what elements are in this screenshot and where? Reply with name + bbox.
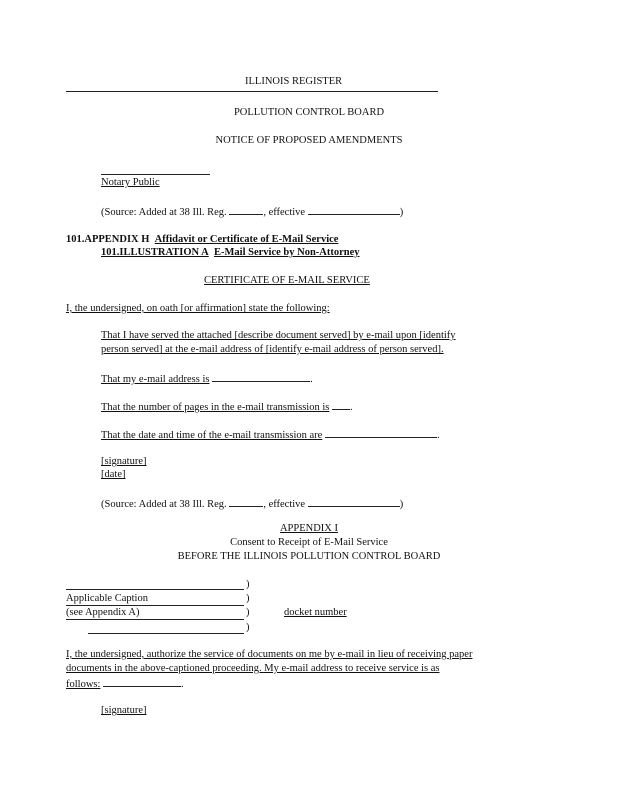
caption-line-2 [66,605,244,606]
caption-paren-1: ) [246,579,250,590]
source-note-2 [101,497,403,510]
see-appendix-label: (see Appendix A) [66,607,140,618]
service-paragraph-line-2: person served] at the e-mail address of [identify e-mail address of person served]. [101,344,444,355]
oath-statement: I, the undersigned, on oath [or affirmation] state the following: [66,303,330,314]
authorization-line-2: documents in the above-captioned proceeding. My e-mail address to receive service is as [66,663,440,674]
consent-signature-placeholder: [signature] [101,705,147,716]
caption-paren-4: ) [246,622,250,633]
docket-number-label: docket number [284,607,347,618]
source-note-1-prefix: (Source: Added at 38 Ill. Reg. [101,207,227,218]
source-note-1-end: ) [399,207,404,218]
illustration-a-heading: 101.ILLUSTRATION A E-Mail Service by Non-Attorney [101,247,360,258]
notice-title: NOTICE OF PROPOSED AMENDMENTS [215,135,403,146]
email-address-line: That my e-mail address is . [101,374,313,385]
source-note-2-end: ) [399,499,404,510]
authorization-line-3: follows: . [66,679,184,690]
board-title: POLLUTION CONTROL BOARD [233,107,385,118]
appendix-i-subtitle: Consent to Receipt of E-Mail Service [230,537,388,548]
applicable-caption-label: Applicable Caption [66,593,148,604]
notary-signature-line [101,174,210,175]
signature-placeholder: [signature] [101,456,147,467]
certificate-heading: CERTIFICATE OF E-MAIL SERVICE [204,275,370,286]
service-paragraph-line-1: That I have served the attached [describe document served] by e-mail upon [identify [101,330,456,341]
caption-line-3 [66,619,244,620]
appendix-h-heading: 101.APPENDIX H Affidavit or Certificate of E-Mail Service [66,234,339,245]
appendix-i-title: APPENDIX I [279,523,339,534]
pages-line: That the number of pages in the e-mail transmission is . [101,402,353,413]
caption-paren-3: ) [246,607,250,618]
header-rule [66,91,438,92]
source-note-2-prefix: (Source: Added at 38 Ill. Reg. [101,499,227,510]
datetime-line: That the date and time of the e-mail transmission are . [101,430,440,441]
date-placeholder: [date] [101,469,126,480]
notary-label: Notary Public [101,177,160,188]
source-note-1-mid: , effective [263,207,306,218]
source-note-1 [101,205,403,218]
caption-paren-2: ) [246,593,250,604]
board-caption-heading: BEFORE THE ILLINOIS POLLUTION CONTROL BOARD [177,551,441,562]
caption-line-4 [88,633,244,634]
authorization-line-1: I, the undersigned, authorize the service of documents on me by e-mail in lieu of receiving paper [66,649,473,660]
source-note-2-mid: , effective [263,499,306,510]
register-title: ILLINOIS REGISTER [245,76,343,87]
caption-line-1 [66,589,244,590]
